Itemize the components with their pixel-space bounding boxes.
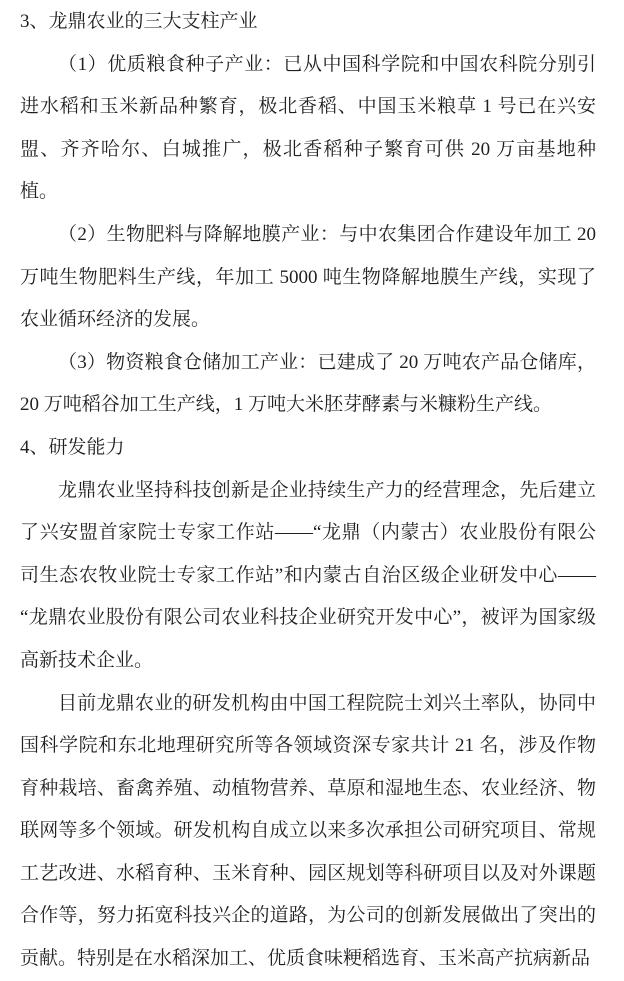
- section-heading-rd-capability: 4、研发能力: [20, 436, 125, 458]
- paragraph-rd-team: 目前龙鼎农业的研发机构由中国工程院院士刘兴土率队，协同中国科学院和东北地理研究所等各领域资深专家共计 21 名，涉及作物育种栽培、畜禽养殖、动植物营养、草原和湿地生态、农业经济、物联网等多个领域。研发机构自成立以来多次承担公司研究项目、常规工艺改进、水稻育种、玉米育种、园区规划等科研项目以及对外课题合作等，努力拓宽科技兴企的道路，为公司的创新发展做出了突出的贡献。特别是在水稻深加工、优质食味粳稻选育、玉米高产抗病新品: [20, 692, 596, 970]
- paragraph-biofertilizer-film-industry: （2）生物肥料与降解地膜产业：与中农集团合作建设年加工 20 万吨生物肥料生产线，年加工 5000 吨生物降解地膜生产线，实现了农业循环经济的发展。: [20, 223, 596, 331]
- paragraph-grain-seed-industry: （1）优质粮食种子产业：已从中国科学院和中国农科院分别引进水稻和玉米新品种繁育，极北香稻、中国玉米粮草 1 号已在兴安盟、齐齐哈尔、白城推广，极北香稻种子繁育可供 20 万亩基地种植。: [20, 53, 596, 203]
- section-heading-pillar-industries: 3、龙鼎农业的三大支柱产业: [20, 11, 258, 32]
- paragraph-rd-platforms: 龙鼎农业坚持科技创新是企业持续生产力的经营理念，先后建立了兴安盟首家院士专家工作站——“龙鼎（内蒙古）农业股份有限公司生态农牧业院士专家工作站”和内蒙古自治区级企业研发中心——“龙鼎农业股份有限公司农业科技企业研究开发中心”，被评为国家级高新技术企业。: [20, 479, 596, 671]
- paragraph-grain-storage-industry: （3）物资粮食仓储加工产业：已建成了 20 万吨农产品仓储库，20 万吨稻谷加工生产线，1 万吨大米胚芽酵素与米糠粉生产线。: [20, 351, 596, 416]
